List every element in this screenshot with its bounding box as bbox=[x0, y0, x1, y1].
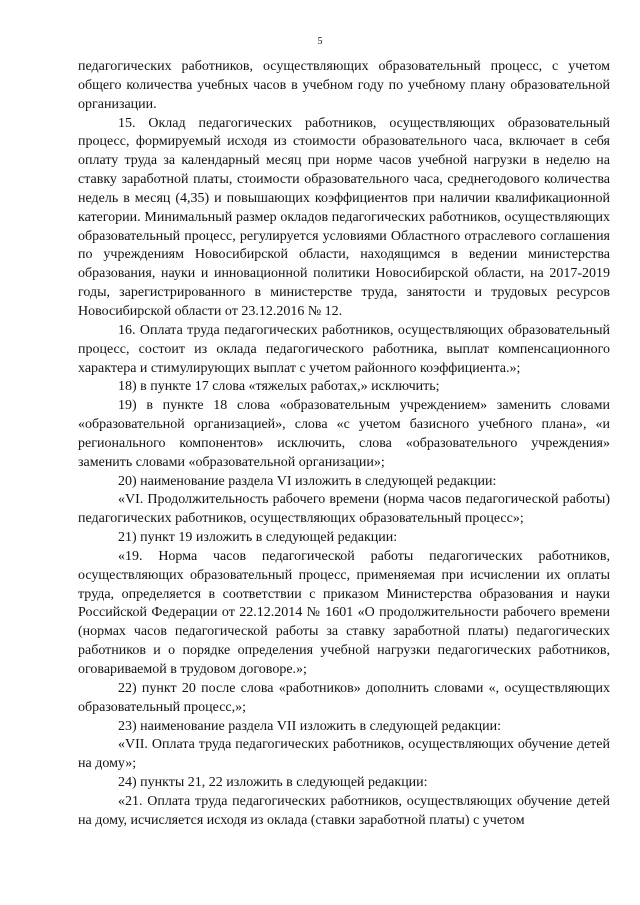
paragraph: 22) пункт 20 после слова «работников» дополнить словами «, осуществляющих образовательный процесс,»; bbox=[78, 680, 610, 715]
paragraph: 23) наименование раздела VII изложить в следующей редакции: bbox=[118, 718, 501, 734]
paragraph: 15. Оклад педагогических работников, осуществляющих образовательный процесс, формируемый исходя из стоимости образовательного часа, включает в себя оплату труда за календарный месяц при норме часов учебной нагрузки в неделю на ставку заработной платы, стоимости образовательного часа, среднегодового количества недель в месяц (4,35) и повышающих коэффициентов при наличии квалификационной категории. Минимальный размер окладов педагогических работников, осуществляющих образовательный процесс, регулируется условиями Областного отраслевого соглашения по учреждениям Новосибирской области, находящимся в ведении министерства образования, науки и инновационной политики Новосибирской области, на 2017-2019 годы, зарегистрированного в министерстве труда, занятости и трудовых ресурсов Новосибирской области от 23.12.2016 № 12. bbox=[78, 115, 610, 319]
paragraph: педагогических работников, осуществляющих образовательный процесс, с учетом общего количества учебных часов в учебном году по учебному плану образовательной организации. bbox=[78, 59, 610, 112]
paragraph: «VI. Продолжительность рабочего времени (норма часов педагогической работы) педагогических работников, осуществляющих образовательный процесс»; bbox=[78, 492, 610, 527]
paragraph: 16. Оплата труда педагогических работников, осуществляющих образовательный процесс, состоит из оклада педагогического работника, выплат компенсационного характера и стимулирующих выплат с учетом районного коэффициента.»; bbox=[78, 322, 610, 376]
paragraph: 19) в пункте 18 слова «образовательным учреждением» заменить словами «образовательной организацией», слова «с учетом базисного учебного плана», «и регионального компонентов» исключить, слова «образовательного учреждения» заменить словами «образовательной организации»; bbox=[78, 398, 610, 470]
paragraph: 24) пункты 21, 22 изложить в следующей редакции: bbox=[118, 775, 428, 791]
paragraph: «19. Норма часов педагогической работы педагогических работников, осуществляющих образовательный процесс, применяемая при исчислении их оплаты труда, определяется в соответствии с приказом Министерства образования и науки Российской Федерации от 22.12.2014 № 1601 «О продолжительности рабочего времени (нормах часов педагогической работы за ставку заработной платы) педагогических работников и о порядке определения учебной нагрузки педагогических работников, оговариваемой в трудовом договоре.»; bbox=[78, 548, 610, 677]
paragraph: «21. Оплата труда педагогических работников, осуществляющих обучение детей на дому, исчисляется исходя из оклада (ставки заработной платы) с учетом bbox=[78, 793, 610, 828]
paragraph: 20) наименование раздела VI изложить в следующей редакции: bbox=[118, 473, 497, 489]
paragraph: 18) в пункте 17 слова «тяжелых работах,» исключить; bbox=[118, 379, 440, 395]
paragraph: 21) пункт 19 изложить в следующей редакции: bbox=[118, 530, 398, 546]
paragraph: «VII. Оплата труда педагогических работников, осуществляющих обучение детей на дому»; bbox=[78, 737, 610, 772]
document-body bbox=[78, 58, 610, 831]
page-number: 5 bbox=[317, 36, 323, 47]
